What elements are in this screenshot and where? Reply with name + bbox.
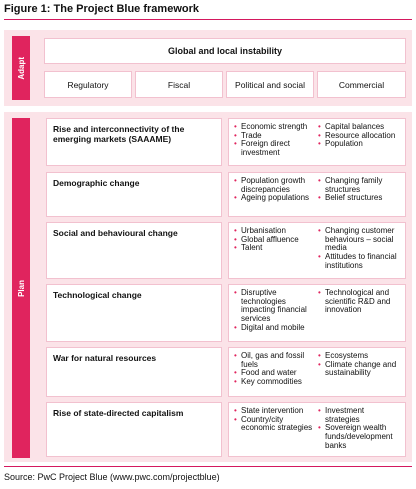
left-column: [233, 123, 317, 161]
list-item: • Disruptive technologies impacting financial services: [233, 289, 317, 324]
list-item: • Digital and mobile: [233, 324, 317, 333]
right-column: [317, 407, 401, 452]
adapt-title: Global and local instability: [44, 38, 406, 64]
list-item: • Sovereign wealth funds/development banks: [317, 424, 401, 450]
plan-row-label-emerging-markets: Rise and interconnectivity of the emerging markets (SAAAME): [46, 118, 222, 166]
bottom-rule: [4, 466, 412, 467]
list-item: • Country/city economic strategies: [233, 416, 317, 433]
list-item: • Resource allocation: [317, 132, 401, 141]
list-item: • Population: [317, 140, 401, 149]
left-column: [233, 352, 317, 392]
right-column: [317, 289, 401, 337]
plan-row-items-state-capitalism: [228, 402, 406, 457]
plan-row-label-demographic-change: Demographic change: [46, 172, 222, 217]
list-item: • Technological and scientific R&D and innovation: [317, 289, 401, 315]
right-column: [317, 352, 401, 392]
list-item: • Oil, gas and fossil fuels: [233, 352, 317, 369]
list-item: • Belief structures: [317, 194, 401, 203]
figure-title: Figure 1: The Project Blue framework: [4, 3, 199, 15]
plan-row-label-technological-change: Technological change: [46, 284, 222, 342]
list-item: • Population growth discrepancies: [233, 177, 317, 194]
list-item: • Ecosystems: [317, 352, 401, 361]
adapt-panel: [4, 30, 412, 106]
list-item: • Talent: [233, 244, 317, 253]
plan-label-bar: [12, 118, 30, 458]
plan-row-items-social-change: [228, 222, 406, 279]
adapt-label-bar: [12, 36, 30, 100]
list-item: • Economic strength: [233, 123, 317, 132]
list-item: • Key commodities: [233, 378, 317, 387]
left-column: [233, 289, 317, 337]
list-item: • Investment strategies: [317, 407, 401, 424]
plan-label: Plan: [16, 279, 26, 297]
plan-row-label-natural-resources: War for natural resources: [46, 347, 222, 397]
plan-row-items-emerging-markets: [228, 118, 406, 166]
list-item: • Changing family structures: [317, 177, 401, 194]
list-item: • Attitudes to financial institutions: [317, 253, 401, 270]
plan-row-items-demographic-change: [228, 172, 406, 217]
plan-panel: [4, 112, 412, 462]
right-column: [317, 227, 401, 274]
adapt-category-regulatory: Regulatory: [44, 71, 132, 98]
left-column: [233, 407, 317, 452]
list-item: • Foreign direct investment: [233, 140, 317, 157]
plan-row-items-natural-resources: [228, 347, 406, 397]
plan-row-label-social-change: Social and behavioural change: [46, 222, 222, 279]
list-item: • Changing customer behaviours – social media: [317, 227, 401, 253]
adapt-category-fiscal: Fiscal: [135, 71, 223, 98]
list-item: • Capital balances: [317, 123, 401, 132]
left-column: [233, 177, 317, 212]
list-item: • Climate change and sustainability: [317, 361, 401, 378]
plan-row-items-technological-change: [228, 284, 406, 342]
adapt-label: Adapt: [16, 56, 26, 80]
right-column: [317, 177, 401, 212]
plan-row-label-state-capitalism: Rise of state-directed capitalism: [46, 402, 222, 457]
source-note: Source: PwC Project Blue (www.pwc.com/projectblue): [4, 472, 220, 482]
list-item: • Global affluence: [233, 236, 317, 245]
list-item: • Urbanisation: [233, 227, 317, 236]
list-item: • Trade: [233, 132, 317, 141]
list-item: • Food and water: [233, 369, 317, 378]
left-column: [233, 227, 317, 274]
list-item: • State intervention: [233, 407, 317, 416]
adapt-category-commercial: Commercial: [317, 71, 406, 98]
adapt-category-political-social: Political and social: [226, 71, 314, 98]
list-item: • Ageing populations: [233, 194, 317, 203]
right-column: [317, 123, 401, 161]
top-rule: [4, 19, 412, 20]
